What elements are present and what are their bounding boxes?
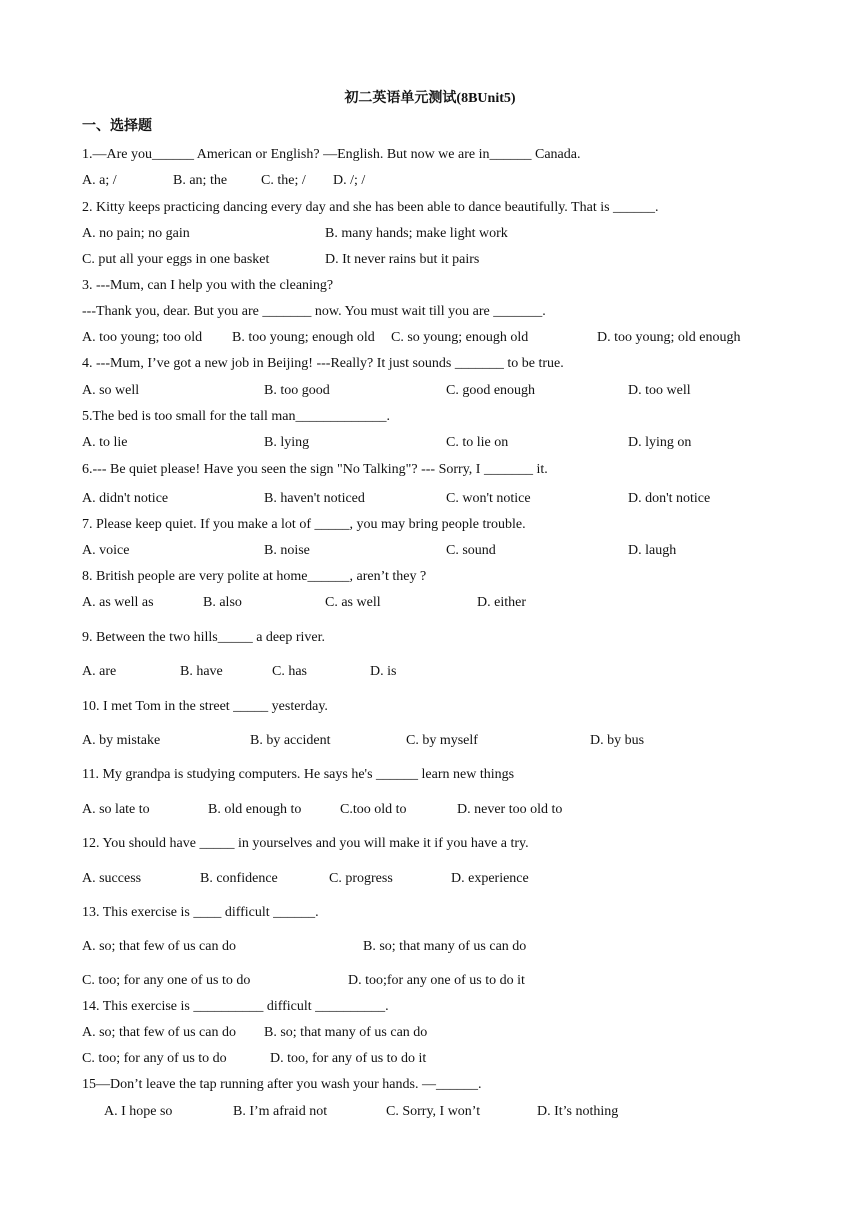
option-c: C. put all your eggs in one basket	[82, 252, 270, 267]
option-c: C. so young; enough old	[391, 330, 529, 345]
option-b: B. too young; enough old	[232, 330, 375, 345]
option-b: B. lying	[264, 435, 310, 450]
option-d: D. either	[477, 595, 526, 610]
option-d: D. /; /	[333, 173, 366, 188]
option-d: D. experience	[451, 871, 529, 886]
option-d: D. too well	[628, 383, 691, 398]
option-a: A. to lie	[82, 435, 128, 450]
section-heading: 一、选择题	[82, 119, 152, 134]
question-stem: 11. My grandpa is studying computers. He says he's ______ learn new things	[82, 767, 515, 782]
option-c: C. by myself	[406, 733, 478, 748]
option-d: D. too, for any of us to do it	[270, 1051, 427, 1066]
option-a: A. voice	[82, 543, 130, 558]
option-a: A. a; /	[82, 173, 117, 188]
option-d: D. laugh	[628, 543, 677, 558]
option-a: A. so late to	[82, 802, 150, 817]
option-d: D. It’s nothing	[537, 1104, 619, 1119]
option-c: C.too old to	[340, 802, 407, 817]
option-b: B. noise	[264, 543, 310, 558]
option-b: B. too good	[264, 383, 330, 398]
option-a: A. so; that few of us can do	[82, 1025, 236, 1040]
question-stem: 8. British people are very polite at home______, aren’t they ?	[82, 569, 427, 584]
option-a: A. so well	[82, 383, 140, 398]
question-stem: 14. This exercise is __________ difficult __________.	[82, 999, 389, 1014]
option-d: D. lying on	[628, 435, 692, 450]
option-c: C. Sorry, I won’t	[386, 1104, 481, 1119]
option-c: C. has	[272, 664, 307, 679]
option-c: C. the; /	[261, 173, 306, 188]
question-stem: 15—Don’t leave the tap running after you wash your hands. —______.	[82, 1077, 482, 1092]
option-c: C. as well	[325, 595, 381, 610]
option-c: C. good enough	[446, 383, 536, 398]
option-a: A. I hope so	[104, 1104, 173, 1119]
option-d: D. It never rains but it pairs	[325, 252, 480, 267]
option-d: D. never too old to	[457, 802, 563, 817]
option-b: B. have	[180, 664, 223, 679]
option-a: A. success	[82, 871, 142, 886]
option-d: D. is	[370, 664, 397, 679]
option-b: B. so; that many of us can do	[363, 939, 527, 954]
option-b: B. haven't noticed	[264, 491, 365, 506]
question-stem: 1.—Are you______ American or English? —English. But now we are in______ Canada.	[82, 147, 581, 162]
option-d: D. too young; old enough	[597, 330, 741, 345]
option-c: C. won't notice	[446, 491, 531, 506]
option-c: C. sound	[446, 543, 496, 558]
option-a: A. no pain; no gain	[82, 226, 190, 241]
question-stem: 4. ---Mum, I’ve got a new job in Beijing! ---Really? It just sounds _______ to be true.	[82, 356, 564, 371]
option-b: B. confidence	[200, 871, 278, 886]
option-c: C. to lie on	[446, 435, 509, 450]
option-c: C. progress	[329, 871, 393, 886]
question-stem: 3. ---Mum, can I help you with the cleaning?	[82, 278, 334, 293]
option-b: B. old enough to	[208, 802, 302, 817]
option-c: C. too; for any of us to do	[82, 1051, 227, 1066]
option-a: A. didn't notice	[82, 491, 169, 506]
option-b: B. so; that many of us can do	[264, 1025, 428, 1040]
option-d: D. by bus	[590, 733, 645, 748]
option-a: A. too young; too old	[82, 330, 203, 345]
question-stem: 9. Between the two hills_____ a deep river.	[82, 630, 325, 645]
option-b: B. by accident	[250, 733, 331, 748]
option-c: C. too; for any one of us to do	[82, 973, 251, 988]
question-stem: 10. I met Tom in the street _____ yesterday.	[82, 699, 328, 714]
option-b: B. also	[203, 595, 242, 610]
option-a: A. as well as	[82, 595, 154, 610]
option-a: A. so; that few of us can do	[82, 939, 236, 954]
option-b: B. many hands; make light work	[325, 226, 508, 241]
option-b: B. an; the	[173, 173, 228, 188]
option-b: B. I’m afraid not	[233, 1104, 328, 1119]
question-stem: 13. This exercise is ____ difficult ______.	[82, 905, 319, 920]
option-d: D. don't notice	[628, 491, 711, 506]
question-stem: 5.The bed is too small for the tall man_____________.	[82, 409, 390, 424]
page-title: 初二英语单元测试(8BUnit5)	[344, 91, 516, 106]
question-stem: 7. Please keep quiet. If you make a lot of _____, you may bring people trouble.	[82, 517, 526, 532]
question-stem: 2. Kitty keeps practicing dancing every day and she has been able to dance beautifully. That is ______.	[82, 200, 659, 215]
option-a: A. by mistake	[82, 733, 161, 748]
question-stem: 12. You should have _____ in yourselves and you will make it if you have a try.	[82, 836, 529, 851]
question-stem: ---Thank you, dear. But you are _______ now. You must wait till you are _______.	[82, 304, 546, 319]
question-stem: 6.--- Be quiet please! Have you seen the sign "No Talking"? --- Sorry, I _______ it.	[82, 462, 548, 477]
option-a: A. are	[82, 664, 117, 679]
option-d: D. too;for any one of us to do it	[348, 973, 525, 988]
